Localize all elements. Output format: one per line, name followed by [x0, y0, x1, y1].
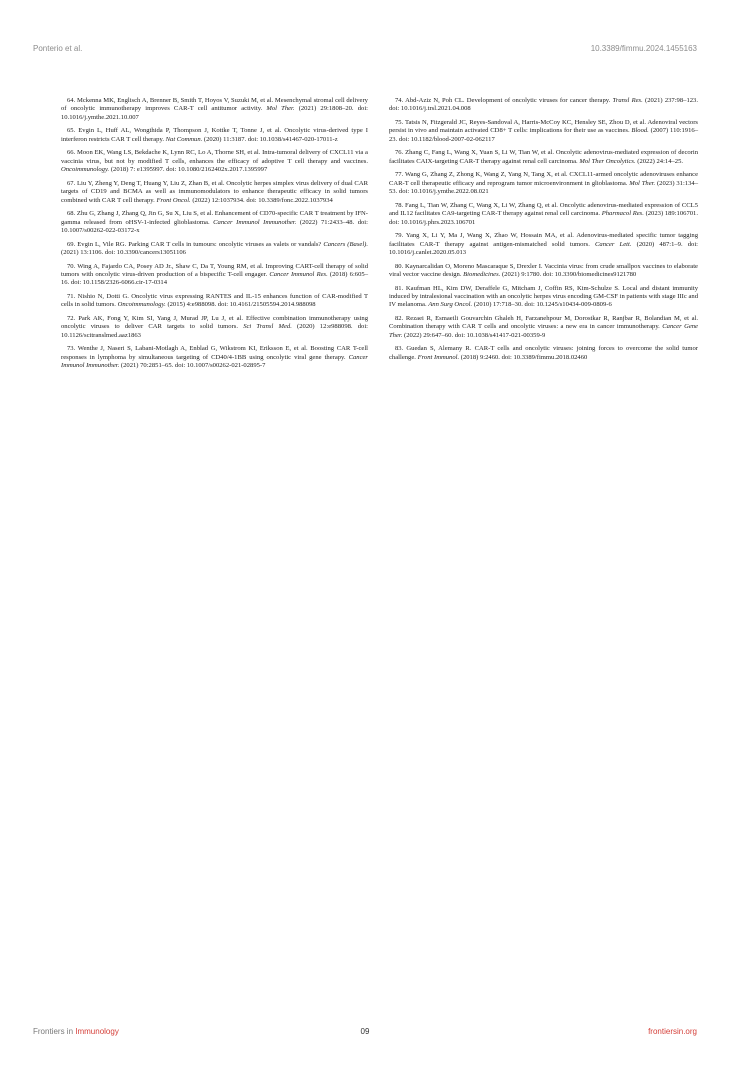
- reference-journal: Cancer Immunol Res.: [269, 271, 328, 279]
- reference-item: [61, 315, 368, 340]
- reference-journal: Cancer Lett.: [595, 240, 632, 248]
- reference-journal: Cancer Immunol Immunother.: [213, 218, 297, 226]
- reference-number: 69.: [67, 240, 76, 248]
- reference-journal: Pharmacol Res.: [601, 210, 644, 218]
- reference-journal: Mol Ther.: [266, 105, 295, 113]
- reference-item: [61, 263, 368, 288]
- reference-journal: Cancers (Basel).: [323, 240, 368, 248]
- reference-citation: (2021) 13:1106. doi: 10.3390/cancers13051106: [61, 249, 186, 257]
- reference-item: [389, 232, 698, 257]
- reference-journal: Ann Surg Oncol.: [428, 301, 473, 309]
- reference-text: Wang G, Zhang Z, Zhong K, Wang Z, Yang N, Tang X, et al. CXCL11-armed oncolytic adenoviruses enhance CAR-T cell therapeutic efficacy and reprogram tumor microenvironment in glioblastoma.: [389, 171, 699, 187]
- footer-site-link[interactable]: frontiersin.org: [648, 1027, 697, 1036]
- reference-item: [61, 293, 368, 310]
- reference-journal: Oncoimmunology.: [117, 301, 166, 309]
- reference-journal: Front Oncol.: [156, 196, 191, 204]
- reference-number: 74.: [395, 97, 404, 104]
- reference-citation: (2020) 487:1–9. doi: 10.1016/j.canlet.2020.05.013: [389, 240, 699, 257]
- reference-text: Rezaei R, Esmaeili Gouvarchin Ghaleh H, Farzanehpour M, Dorostkar R, Ranjbar R, Bolandian M, et al. Combination therapy with CAR T cells and oncolytic viruses: a new era in cancer immunotherapy.: [389, 315, 698, 331]
- reference-citation: (2023) 31:134–53. doi: 10.1016/j.ymthe.2022.08.021: [389, 179, 698, 196]
- reference-citation: (2022) 71:2433–48. doi: 10.1007/s00262-022-03172-x: [61, 218, 368, 235]
- reference-item: [389, 97, 698, 114]
- reference-number: 81.: [395, 284, 404, 292]
- reference-text: Wenthe J, Naseri S, Labani-Motlagh A, Enblad G, Wikstrom KI, Eriksson E, et al. Boosting CAR T-cell responses in lymphoma by simultaneous targeting of CD40/4-1BB using oncolytic viral gene therapy.: [61, 345, 368, 361]
- footer-journal-name: Immunology: [75, 1027, 119, 1036]
- reference-number: 82.: [395, 315, 404, 323]
- reference-item: [389, 149, 698, 166]
- reference-item: [389, 263, 698, 280]
- reference-item: [389, 285, 698, 310]
- reference-text: Tatsis N, Fitzgerald JC, Reyes-Sandoval A, Harris-McCoy KC, Hensley SE, Zhou D, et al. Adenoviral vectors persist in vivo and maintain activated CD8+ T cells: implications for their use as vaccines.: [389, 119, 698, 135]
- reference-text: Fang L, Tian W, Zhang C, Wang X, Li W, Zhang Q, et al. Oncolytic adenovirus-mediated expression of CCL5 and IL12 facilitates CA9-targeting CAR-T therapy against renal cell carcinoma.: [389, 201, 698, 218]
- reference-journal: Biomedicines.: [463, 271, 501, 279]
- reference-number: 71.: [67, 293, 76, 301]
- reference-citation: (2010) 17:718–30. doi: 10.1245/s10434-009-0809-6: [473, 301, 612, 309]
- reference-text: Yang X, Li Y, Ma J, Wang X, Zhao W, Hossain MA, et al. Adenovirus-mediated specific tumor tagging facilitates CAR-T therapy against antigen-mismatched solid tumors.: [389, 232, 698, 248]
- reference-citation: (2018) 9:2460. doi: 10.3389/fimmu.2018.02460: [460, 353, 588, 361]
- reference-number: 80.: [395, 262, 404, 270]
- reference-item: [389, 119, 698, 144]
- reference-text: Zhu G, Zhang J, Zhang Q, Jin G, Su X, Liu S, et al. Enhancement of CD70-specific CAR T treatment by IFN-gamma released from oHSV-1-infected glioblastoma.: [61, 210, 368, 226]
- reference-journal: Cancer Immunol Immunother.: [61, 353, 368, 370]
- reference-journal: Mol Ther.: [629, 179, 656, 187]
- reference-journal: Blood.: [631, 127, 649, 135]
- reference-number: 83.: [395, 345, 404, 353]
- reference-number: 64.: [67, 97, 76, 104]
- reference-text: Kaynarcalidan O, Moreno Mascaraque S, Drexler I. Vaccinia virus: from crude smallpox vaccines to elaborate viral vector vaccine design.: [389, 262, 698, 279]
- reference-item: [61, 241, 368, 258]
- reference-journal: Front Immunol.: [417, 353, 460, 361]
- reference-text: Kaufman HL, Kim DW, Deraffele G, Mitcham J, Coffin RS, Kim-Schulze S. Local and distant immunity induced by intralesional vaccination with an oncolytic herpes virus encoding GM-CSF in patients with stage IIIc and IV melanoma.: [389, 284, 698, 309]
- page-footer: [33, 1027, 697, 1039]
- reference-journal: Oncoimmunology.: [61, 166, 110, 174]
- reference-citation: (2007) 110:1916–23. doi: 10.1182/blood-2007-02-062117: [389, 127, 698, 143]
- reference-item: [61, 127, 368, 144]
- reference-citation: (2021) 29:1808–20. doi: 10.1016/j.ymthe.2021.10.007: [61, 105, 368, 121]
- reference-item: [61, 210, 368, 235]
- reference-citation: (2018) 7: e1395997. doi: 10.1080/2162402x.2017.1395997: [110, 166, 268, 174]
- reference-item: [389, 345, 698, 362]
- reference-journal: Nat Commun.: [165, 135, 203, 143]
- reference-text: Abd-Aziz N, Poh CL. Development of oncolytic viruses for cancer therapy.: [405, 97, 611, 104]
- reference-text: Evgin L, Vile RG. Parking CAR T cells in tumours: oncolytic viruses as valets or vandals?: [77, 240, 322, 248]
- reference-text: Guedan S, Alemany R. CAR-T cells and oncolytic viruses: joining forces to overcome the solid tumor challenge.: [389, 345, 698, 361]
- reference-item: [389, 315, 698, 340]
- reference-item: [61, 97, 368, 122]
- reference-citation: (2020) 11:3187. doi: 10.1038/s41467-020-17011-z: [203, 135, 338, 143]
- reference-item: [61, 345, 368, 370]
- reference-number: 70.: [67, 262, 76, 270]
- reference-number: 67.: [67, 179, 76, 187]
- reference-text: Evgin L, Huff AL, Wongthida P, Thompson J, Kottke T, Tonne J, et al. Oncolytic virus-derived type I interferon restricts CAR T cell therapy.: [61, 127, 368, 143]
- reference-number: 68.: [67, 210, 76, 218]
- page-number: 09: [360, 1027, 370, 1036]
- reference-number: 66.: [67, 149, 76, 157]
- reference-citation: (2015) 4:e988098. doi: 10.4161/21505594.2014.988098: [167, 301, 316, 309]
- footer-journal-prefix: Frontiers in: [33, 1027, 74, 1036]
- references-column-right: [389, 97, 698, 367]
- reference-citation: (2021) 70:2851–65. doi: 10.1007/s00262-021-02895-7: [120, 362, 266, 370]
- reference-text: Mckenna MK, Englisch A, Brenner B, Smith T, Hoyos V, Suzuki M, et al. Mesenchymal stromal cell delivery of oncolytic immunotherapy improves CAR-T cell antitumor activity.: [61, 97, 368, 113]
- reference-number: 73.: [67, 345, 76, 353]
- reference-citation: (2022) 24:14–25.: [637, 157, 684, 165]
- reference-number: 78.: [395, 201, 404, 209]
- article-doi: 10.3389/fimmu.2024.1455163: [590, 44, 697, 53]
- reference-number: 72.: [67, 315, 76, 323]
- reference-text: Zhang C, Fang L, Wang X, Yuan S, Li W, Tian W, et al. Oncolytic adenovirus-mediated expression of decorin facilitates CAIX-targeting CAR-T therapy against renal cell carcinoma.: [389, 149, 698, 165]
- running-author: Ponterio et al.: [33, 44, 83, 53]
- reference-citation: (2021) 9:1780. doi: 10.3390/biomedicines9121780: [501, 271, 637, 279]
- reference-number: 77.: [395, 171, 404, 179]
- reference-text: Wing A, Fajardo CA, Posey AD Jr., Shaw C, Da T, Young RM, et al. Improving CART-cell therapy of solid tumors with oncolytic virus-driven production of a bispecific T-cell engager.: [61, 262, 368, 279]
- reference-item: [389, 171, 698, 196]
- reference-text: Park AK, Fong Y, Kim SI, Yang J, Murad JP, Lu J, et al. Effective combination immunotherapy using oncolytic viruses to deliver CAR targets to solid tumors.: [61, 315, 368, 331]
- reference-item: [61, 149, 368, 174]
- reference-text: Nishio N, Dotti G. Oncolytic virus expressing RANTES and IL-15 enhances function of CAR-modified T cells in solid tumors.: [61, 293, 369, 309]
- reference-citation: (2023) 189:106701. doi: 10.1016/j.phrs.2023.106701: [389, 210, 698, 226]
- reference-journal: Mol Ther Oncolytics.: [579, 157, 636, 165]
- page-header: [33, 44, 697, 56]
- reference-citation: (2022) 29:647–60. doi: 10.1038/s41417-021-00359-9: [404, 331, 546, 339]
- reference-number: 75.: [395, 119, 404, 126]
- references-column-left: [61, 97, 368, 376]
- reference-text: Moon EK, Wang LS, Bekdache K, Lynn RC, Lo A, Thorne SH, et al. Intra-tumoral delivery of CXCL11 via a vaccinia virus, but not by modified T cells, enhances the efficacy of adoptive T cell therapy and vaccines.: [61, 149, 368, 165]
- reference-citation: (2021) 237:98–123. doi: 10.1016/j.trsl.2021.04.008: [389, 97, 698, 113]
- reference-text: Liu Y, Zheng Y, Deng T, Huang Y, Liu Z, Zhan B, et al. Oncolytic herpes simplex virus delivery of dual CAR targets of CD19 and BCMA as well as immunomodulators to enhance therapeutic efficacy in solid tumors combined with CAR T cell therapy.: [61, 179, 368, 204]
- reference-item: [61, 180, 368, 205]
- reference-journal: Sci Transl Med.: [243, 323, 292, 331]
- reference-number: 79.: [395, 232, 404, 240]
- reference-number: 76.: [395, 149, 404, 157]
- reference-item: [389, 202, 698, 227]
- reference-journal: Cancer Gene Ther.: [389, 323, 698, 339]
- reference-citation: (2020) 12:e988098. doi: 10.1126/scitranslmed.aaz1863: [61, 323, 369, 339]
- reference-citation: (2022) 12:1037934. doi: 10.3389/fonc.2022.1037934: [192, 196, 333, 204]
- reference-citation: (2018) 6:605–16. doi: 10.1158/2326-6066.cir-17-0314: [61, 271, 368, 287]
- reference-number: 65.: [67, 127, 76, 135]
- reference-journal: Transl Res.: [612, 97, 643, 104]
